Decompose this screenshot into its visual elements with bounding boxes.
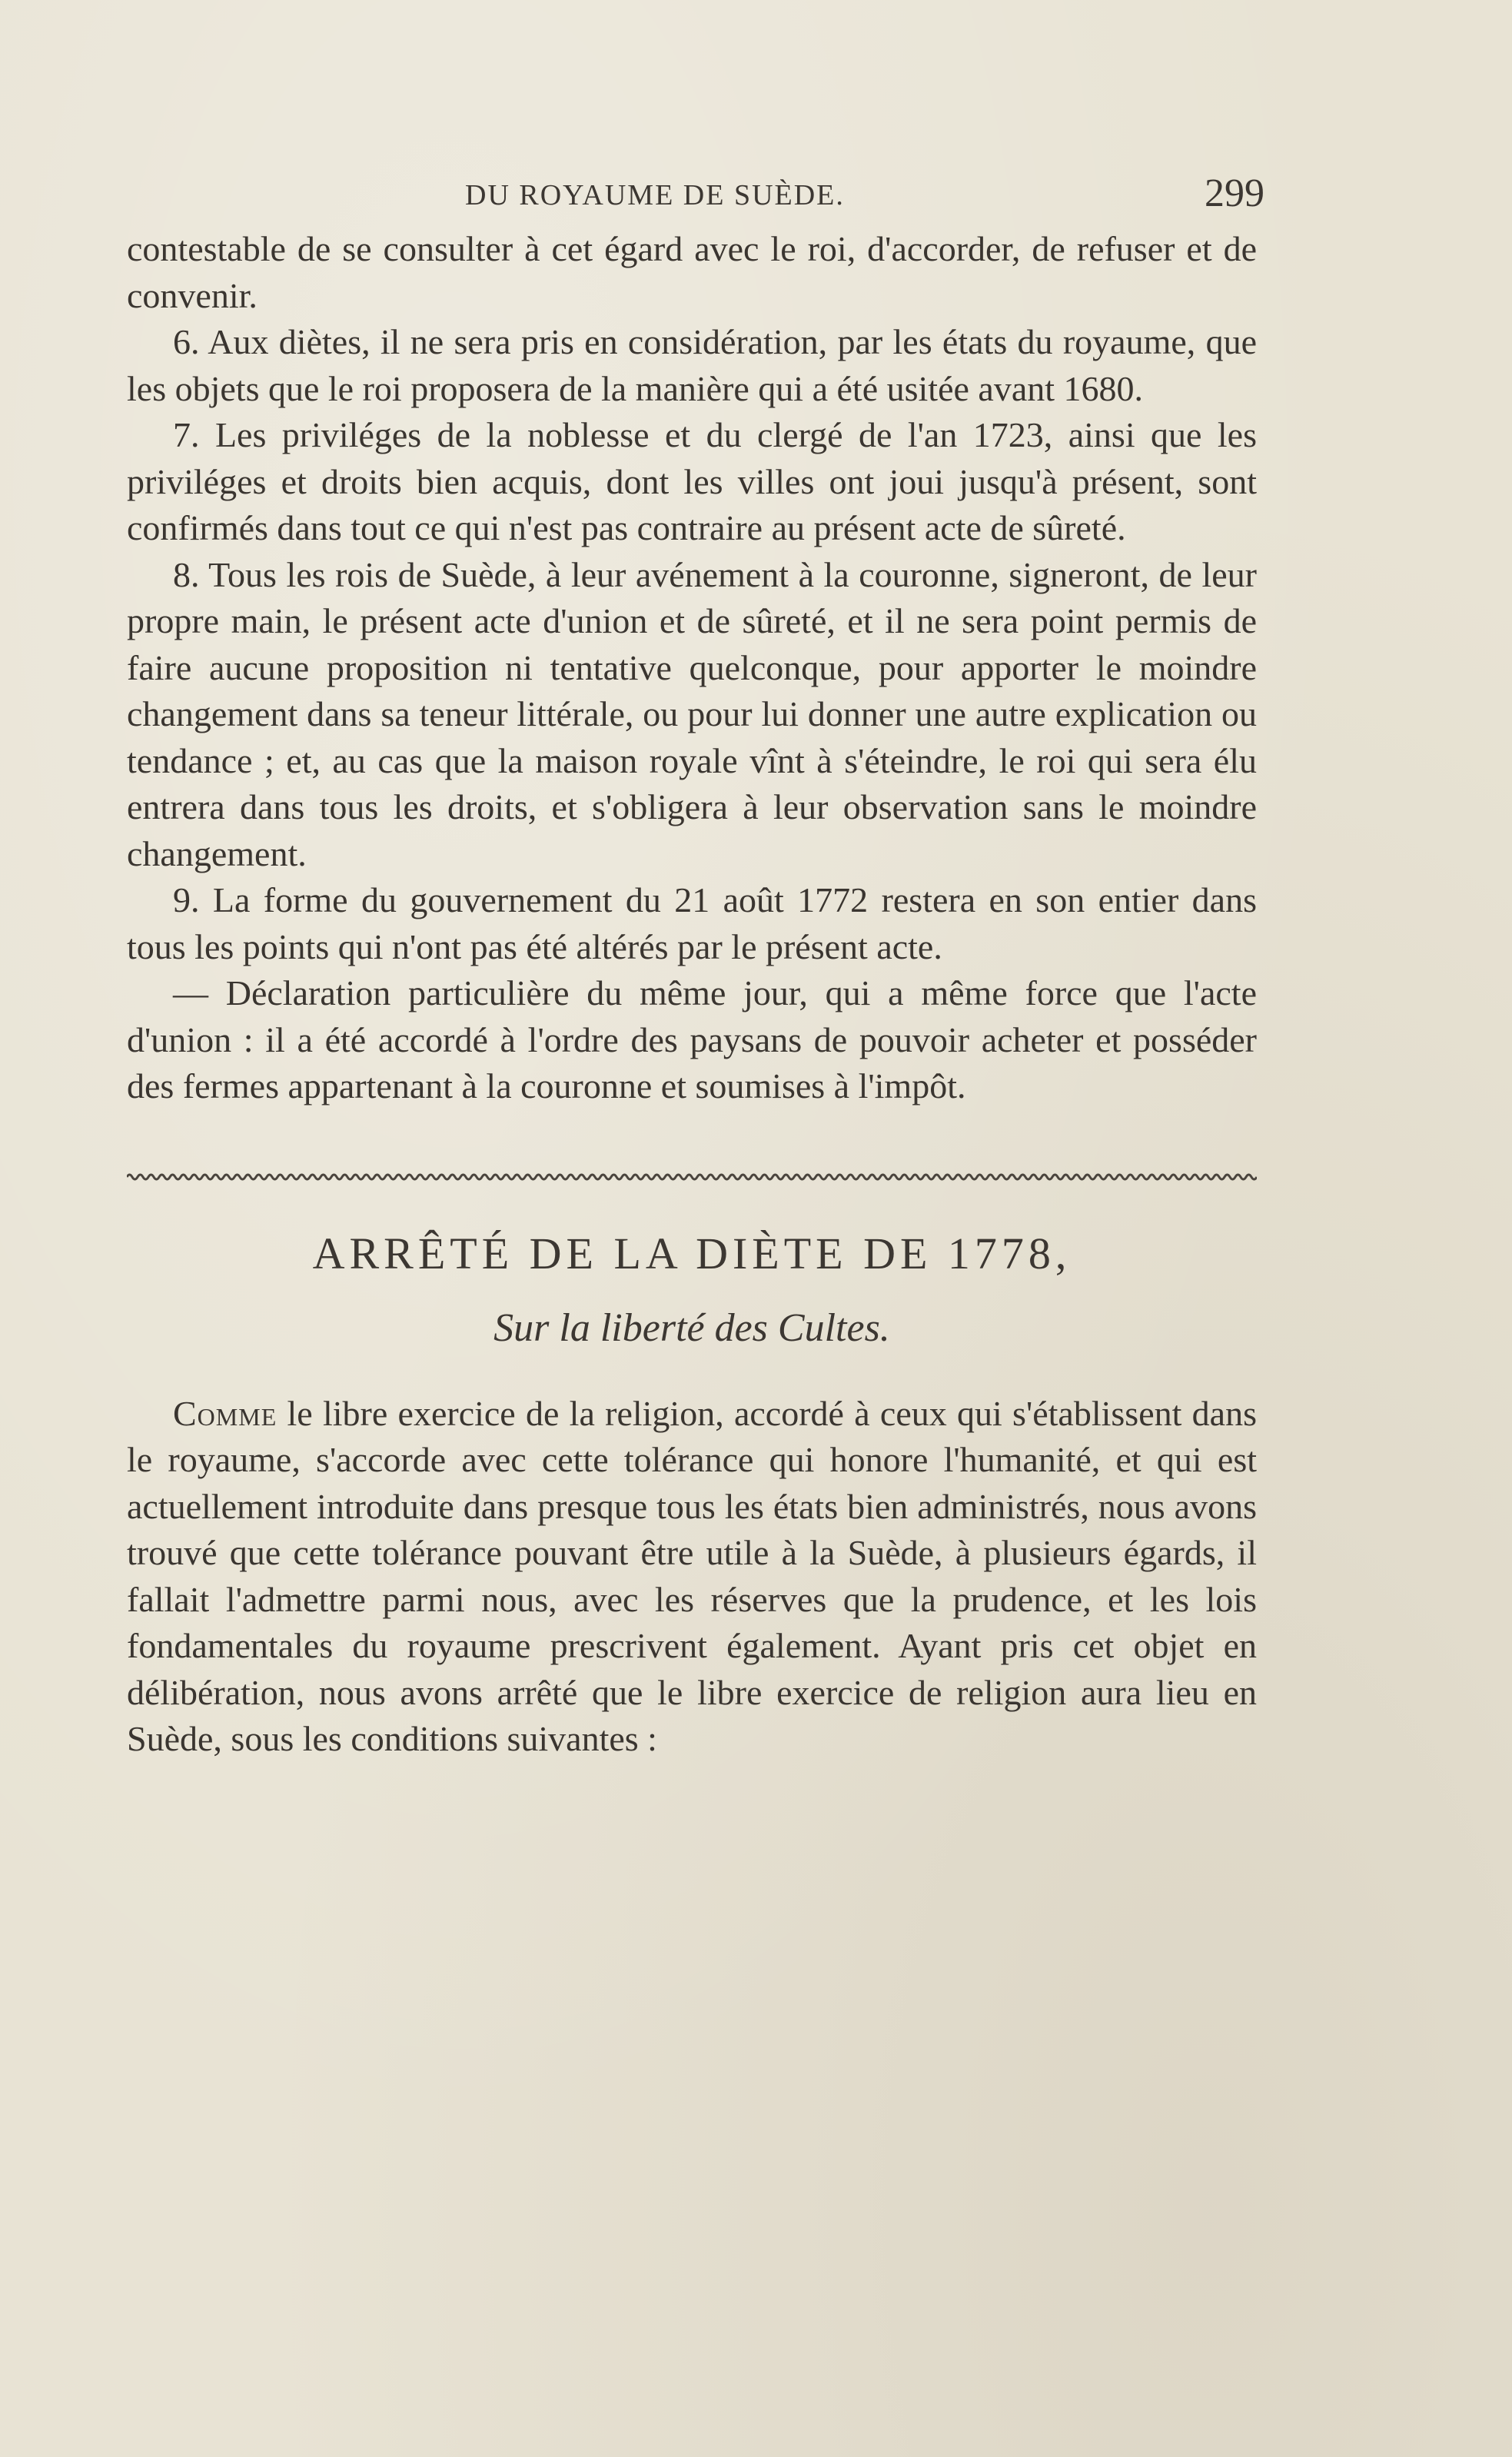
paragraph-article-8: 8. Tous les rois de Suède, à leur avénement à la couronne, signeront, de leur propre main, le présent acte d'union et de sûreté, et il ne sera point permis de faire aucune proposition ni tentative quelconque, pour apporter le moindre changement dans sa teneur littérale, ou pour lui donner une autre explication ou tendance ; et, au cas que la maison royale vînt à s'éteindre, le roi qui sera élu entrera dans tous les droits, et s'obligera à leur observation sans le moindre changement. (127, 554, 1257, 873)
paragraph-section-intro (127, 1391, 1257, 1763)
continued-text (127, 226, 1257, 1110)
paragraph-article-7: 7. Les priviléges de la noblesse et du clergé de l'an 1723, ainsi que les priviléges et droits bien acquis, dont les villes ont joui jusqu'à présent, sont confirmés dans tout ce qui n'est pas contraire au présent acte de sûreté. (127, 415, 1257, 547)
page-header (127, 171, 1264, 226)
section-subtitle: Sur la liberté des Cultes. (493, 1305, 890, 1350)
paragraph-section-text: le libre exercice de la religion, accordé à ceux qui s'établissent dans le royaume, s'accorde avec cette tolérance qui honore l'humanité, et qui est actuellement introduite dans presque tous les états bien administrés, nous avons trouvé que cette tolérance pouvant être utile à la Suède, à plusieurs égards, il fallait l'admettre parmi nous, avec les réserves que la prudence, et les lois fondamentales du royaume prescrivent également. Ayant pris cet objet en délibération, nous avons arrêté que le libre exercice de religion aura lieu en Suède, sous les conditions suivantes : (127, 1393, 1257, 1758)
paragraph-declaration: — Déclaration particulière du même jour, qui a même force que l'acte d'union : il a été accordé à l'ordre des paysans de pouvoir acheter et posséder des fermes appartenant à la couronne et soumises à l'impôt. (127, 973, 1257, 1105)
running-title: DU ROYAUME DE SUÈDE. (465, 179, 845, 211)
text-column (127, 171, 1264, 1763)
ornamental-divider (127, 1170, 1257, 1184)
paragraph-article-6: 6. Aux diètes, il ne sera pris en considération, par les états du royaume, que les objets que le roi proposera de la manière qui a été usitée avant 1680. (127, 322, 1257, 408)
lead-word: Comme (173, 1393, 277, 1433)
paragraph-continuation: contestable de se consulter à cet égard avec le roi, d'accorder, de refuser et de convenir. (127, 229, 1257, 315)
paragraph-article-9: 9. La forme du gouvernement du 21 août 1772 restera en son entier dans tous les points qui n'ont pas été altérés par le présent acte. (127, 880, 1257, 966)
section-body (127, 1391, 1257, 1763)
section-title: ARRÊTÉ DE LA DIÈTE DE 1778, (312, 1228, 1072, 1278)
page-number: 299 (1205, 171, 1264, 215)
